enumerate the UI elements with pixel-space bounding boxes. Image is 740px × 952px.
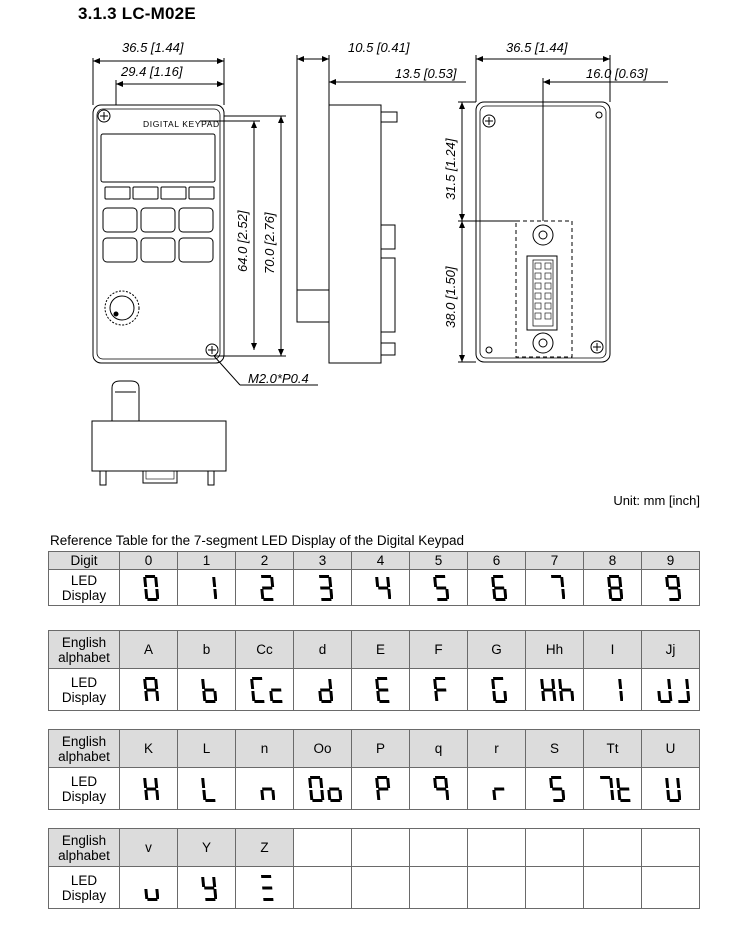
led-table-4 bbox=[48, 828, 700, 909]
led-glyph bbox=[236, 867, 294, 909]
dim-front-width: 36.5 [1.44] bbox=[122, 40, 184, 55]
char-cell: q bbox=[410, 730, 468, 768]
led-glyph bbox=[468, 768, 526, 810]
led-glyph bbox=[526, 768, 584, 810]
dim-front-height-inner: 64.0 [2.52] bbox=[235, 210, 250, 272]
row-header: English alphabet bbox=[49, 829, 120, 867]
front-housing bbox=[93, 105, 224, 363]
led-glyph bbox=[410, 570, 468, 606]
led-glyph bbox=[352, 669, 410, 711]
char-cell: I bbox=[584, 631, 642, 669]
led-glyph bbox=[642, 669, 700, 711]
char-cell: Jj bbox=[642, 631, 700, 669]
char-cell: Oo bbox=[294, 730, 352, 768]
char-cell: 3 bbox=[294, 552, 352, 570]
char-cell bbox=[352, 829, 410, 867]
led-glyph bbox=[584, 570, 642, 606]
char-cell: E bbox=[352, 631, 410, 669]
char-cell bbox=[642, 829, 700, 867]
table-title: Reference Table for the 7-segment LED Display of the Digital Keypad bbox=[50, 533, 464, 548]
row-label: LED Display bbox=[49, 768, 120, 810]
bottom-housing bbox=[92, 421, 226, 471]
row-header: English alphabet bbox=[49, 730, 120, 768]
led-glyph bbox=[410, 867, 468, 909]
led-glyph bbox=[120, 867, 178, 909]
led-glyph bbox=[352, 570, 410, 606]
led-glyph bbox=[294, 570, 352, 606]
char-cell bbox=[468, 829, 526, 867]
led-glyph bbox=[410, 669, 468, 711]
led-glyph bbox=[642, 768, 700, 810]
led-glyph bbox=[468, 570, 526, 606]
section-title: 3.1.3 LC-M02E bbox=[78, 4, 196, 23]
led-glyph bbox=[584, 867, 642, 909]
char-cell: 9 bbox=[642, 552, 700, 570]
led-glyph bbox=[178, 669, 236, 711]
led-glyph bbox=[526, 570, 584, 606]
led-glyph bbox=[236, 570, 294, 606]
unit-note: Unit: mm [inch] bbox=[613, 493, 700, 508]
char-cell: 2 bbox=[236, 552, 294, 570]
char-cell: 5 bbox=[410, 552, 468, 570]
char-cell: r bbox=[468, 730, 526, 768]
led-glyph bbox=[178, 570, 236, 606]
char-cell: 0 bbox=[120, 552, 178, 570]
char-cell: G bbox=[468, 631, 526, 669]
char-cell: L bbox=[178, 730, 236, 768]
char-cell: v bbox=[120, 829, 178, 867]
led-glyph bbox=[584, 768, 642, 810]
char-cell: Z bbox=[236, 829, 294, 867]
led-table-2 bbox=[48, 630, 700, 711]
dim-front-height-outer: 70.0 [2.76] bbox=[262, 212, 277, 274]
led-glyph bbox=[294, 768, 352, 810]
row-label: LED Display bbox=[49, 867, 120, 909]
keypad-label: DIGITAL KEYPAD bbox=[143, 119, 220, 129]
row-header: Digit bbox=[49, 552, 120, 570]
led-glyph bbox=[642, 570, 700, 606]
dim-rear-bottom: 38.0 [1.50] bbox=[443, 266, 458, 328]
row-label: LED Display bbox=[49, 570, 120, 606]
char-cell: Cc bbox=[236, 631, 294, 669]
char-cell: 4 bbox=[352, 552, 410, 570]
row-label: LED Display bbox=[49, 669, 120, 711]
led-glyph bbox=[468, 867, 526, 909]
char-cell: 1 bbox=[178, 552, 236, 570]
char-cell: U bbox=[642, 730, 700, 768]
led-glyph bbox=[352, 867, 410, 909]
led-glyph bbox=[584, 669, 642, 711]
led-glyph bbox=[526, 867, 584, 909]
led-glyph bbox=[236, 669, 294, 711]
led-glyph bbox=[120, 768, 178, 810]
led-glyph bbox=[178, 867, 236, 909]
dim-screw: M2.0*P0.4 bbox=[248, 371, 309, 386]
led-glyph bbox=[410, 768, 468, 810]
led-glyph bbox=[642, 867, 700, 909]
dim-side-depth2: 13.5 [0.53] bbox=[395, 66, 457, 81]
led-glyph bbox=[120, 570, 178, 606]
char-cell bbox=[294, 829, 352, 867]
char-cell: Hh bbox=[526, 631, 584, 669]
led-glyph bbox=[526, 669, 584, 711]
row-header: English alphabet bbox=[49, 631, 120, 669]
char-cell: Tt bbox=[584, 730, 642, 768]
char-cell: Y bbox=[178, 829, 236, 867]
led-glyph bbox=[294, 867, 352, 909]
dim-side-depth: 10.5 [0.41] bbox=[348, 40, 410, 55]
dim-rear-width: 36.5 [1.44] bbox=[506, 40, 568, 55]
led-glyph bbox=[120, 669, 178, 711]
dim-front-inner-width: 29.4 [1.16] bbox=[121, 64, 183, 79]
char-cell bbox=[584, 829, 642, 867]
char-cell: b bbox=[178, 631, 236, 669]
char-cell: K bbox=[120, 730, 178, 768]
side-housing bbox=[329, 105, 381, 363]
char-cell bbox=[526, 829, 584, 867]
led-table-1 bbox=[48, 551, 700, 606]
led-glyph bbox=[236, 768, 294, 810]
led-table-3 bbox=[48, 729, 700, 810]
char-cell: 7 bbox=[526, 552, 584, 570]
char-cell: A bbox=[120, 631, 178, 669]
led-glyph bbox=[294, 669, 352, 711]
led-glyph bbox=[468, 669, 526, 711]
char-cell bbox=[410, 829, 468, 867]
char-cell: 8 bbox=[584, 552, 642, 570]
char-cell: P bbox=[352, 730, 410, 768]
char-cell: F bbox=[410, 631, 468, 669]
dim-rear-top: 31.5 [1.24] bbox=[443, 138, 458, 200]
led-glyph bbox=[178, 768, 236, 810]
char-cell: d bbox=[294, 631, 352, 669]
char-cell: n bbox=[236, 730, 294, 768]
char-cell: S bbox=[526, 730, 584, 768]
char-cell: 6 bbox=[468, 552, 526, 570]
dim-rear-offset: 16.0 [0.63] bbox=[586, 66, 648, 81]
led-glyph bbox=[352, 768, 410, 810]
